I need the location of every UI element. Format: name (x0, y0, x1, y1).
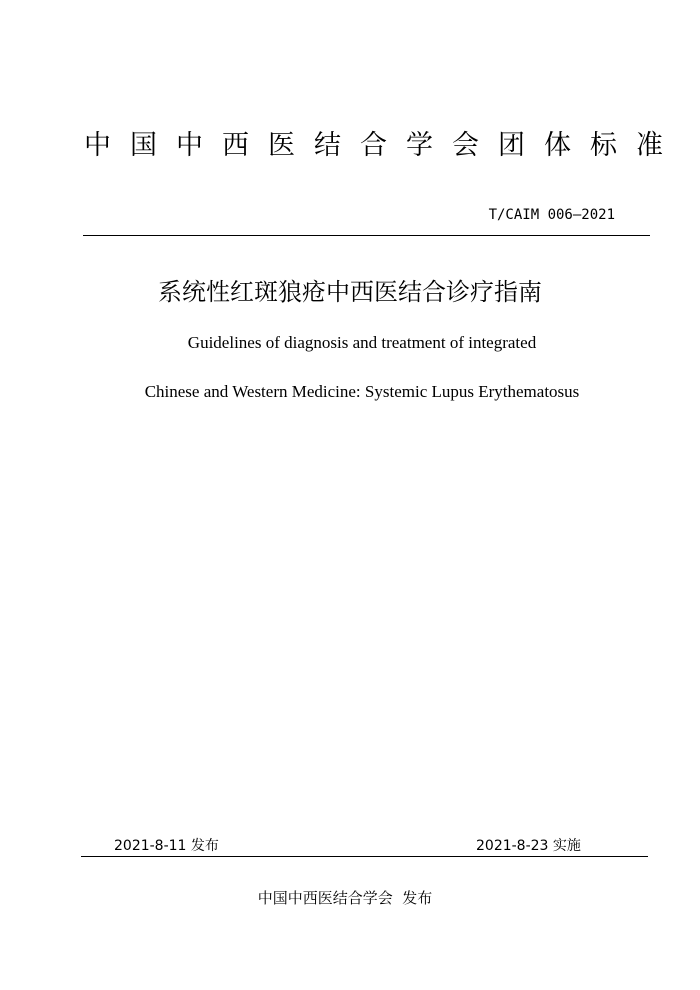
publisher-line: 中国中西医结合学会 发布 (257, 889, 433, 907)
header-divider (83, 235, 650, 236)
implementation-date: 2021-8-23 实施 (476, 838, 581, 854)
document-title-english-line-1: Guidelines of diagnosis and treatment of integrated (187, 333, 537, 352)
organization-standard-heading: 中国中西医结合学会团体标准 (84, 130, 682, 161)
document-title-english-line-2: Chinese and Western Medicine: Systemic Lupus Erythematosus (144, 382, 580, 401)
footer-divider (81, 856, 648, 857)
issue-date: 2021-8-11 发布 (114, 838, 219, 854)
standard-number: T/CAIM 006—2021 (488, 207, 615, 223)
document-title-chinese: 系统性红斑狼疮中西医结合诊疗指南 (158, 278, 542, 306)
